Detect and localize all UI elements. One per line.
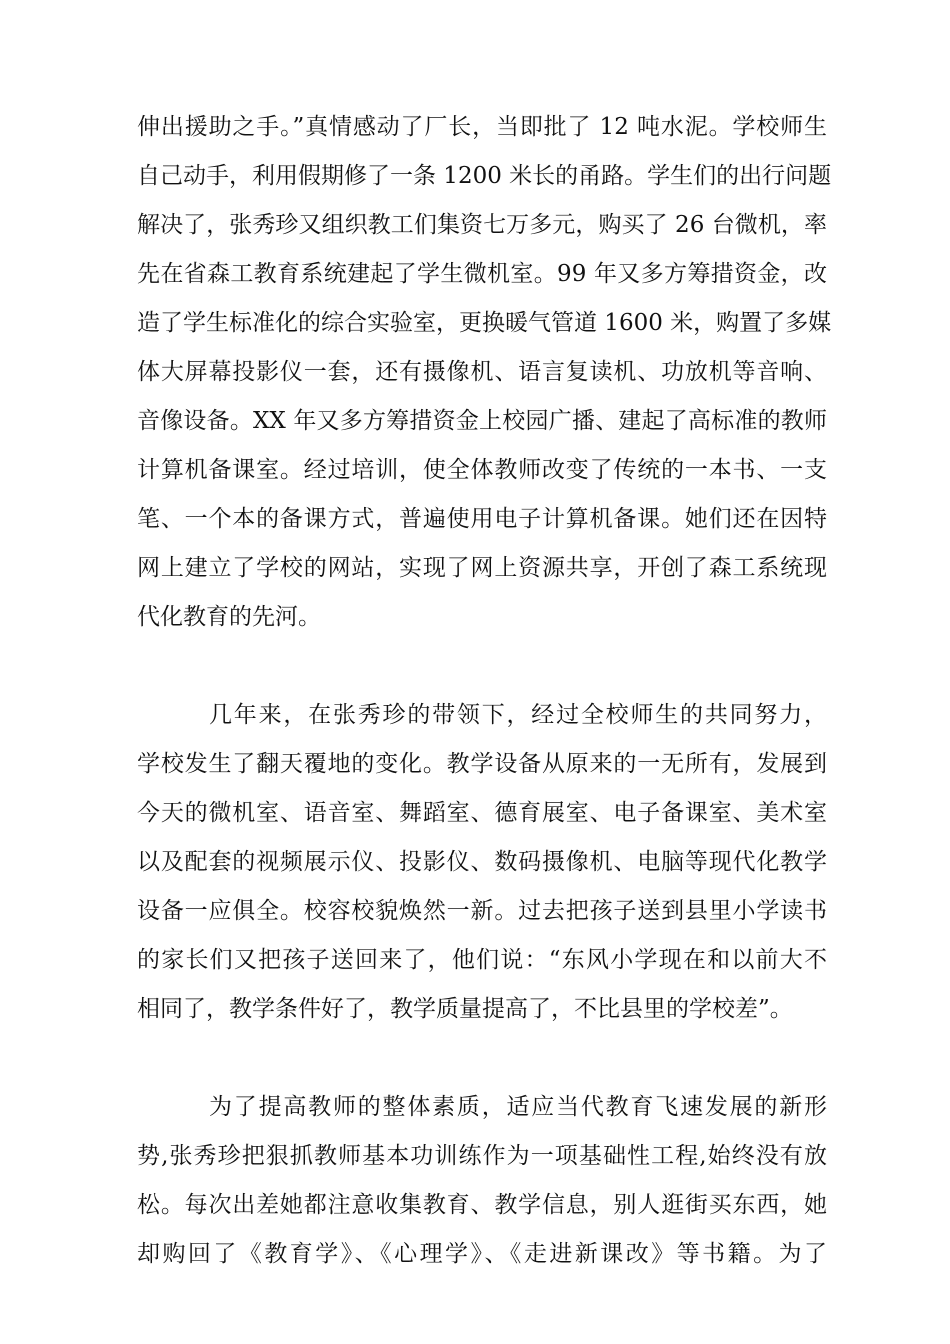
paragraph-line: 解决了，张秀珍又组织教工们集资七万多元，购买了 26 台微机，率	[137, 212, 827, 238]
paragraph-2	[137, 691, 827, 1034]
paragraph-line: 自己动手，利用假期修了一条 1200 米长的甬路。学生们的出行问题	[137, 163, 832, 189]
paragraph-line: 体大屏幕投影仪一套，还有摄像机、语言复读机、功放机等音响、	[137, 359, 827, 385]
paragraph-spacer	[137, 1034, 827, 1083]
paragraph-line: 的家长们又把孩子送回来了，他们说：“东风小学现在和以前大不	[137, 947, 827, 973]
paragraph-line: 势,张秀珍把狠抓教师基本功训练作为一项基础性工程,始终没有放	[137, 1143, 827, 1169]
paragraph-line: 音像设备。XX 年又多方筹措资金上校园广播、建起了高标准的教师	[137, 408, 827, 434]
paragraph-spacer	[137, 642, 827, 691]
paragraph-line: 先在省森工教育系统建起了学生微机室。99 年又多方筹措资金，改	[137, 261, 827, 287]
paragraph-line: 为了提高教师的整体素质，适应当代教育飞速发展的新形	[209, 1094, 827, 1120]
paragraph-line: 造了学生标准化的综合实验室，更换暖气管道 1600 米，购置了多媒	[137, 310, 832, 336]
paragraph-line: 松。每次出差她都注意收集教育、教学信息，别人逛街买东西，她	[137, 1192, 827, 1218]
paragraph-line: 代化教育的先河。	[137, 604, 321, 630]
paragraph-line: 伸出援助之手。”真情感动了厂长，当即批了 12 吨水泥。学校师生	[137, 114, 827, 140]
paragraph-3	[137, 1083, 827, 1279]
paragraph-line: 计算机备课室。经过培训，使全体教师改变了传统的一本书、一支	[137, 457, 827, 483]
paragraph-line: 以及配套的视频展示仪、投影仪、数码摄像机、电脑等现代化教学	[137, 849, 827, 875]
paragraph-line: 学校发生了翻天覆地的变化。教学设备从原来的一无所有，发展到	[137, 751, 827, 777]
paragraph-line: 设备一应俱全。校容校貌焕然一新。过去把孩子送到县里小学读书	[137, 898, 827, 924]
paragraph-line: 相同了，教学条件好了，教学质量提高了，不比县里的学校差”。	[137, 996, 793, 1022]
paragraph-1	[137, 103, 832, 642]
document-body	[137, 103, 832, 1279]
paragraph-line: 笔、一个本的备课方式，普遍使用电子计算机备课。她们还在因特	[137, 506, 827, 532]
paragraph-line: 几年来，在张秀珍的带领下，经过全校师生的共同努力，	[209, 702, 827, 728]
paragraph-line: 今天的微机室、语音室、舞蹈室、德育展室、电子备课室、美术室	[137, 800, 827, 826]
paragraph-line: 却购回了《教育学》、《心理学》、《走进新课改》等书籍。为了	[137, 1241, 827, 1267]
paragraph-line: 网上建立了学校的网站，实现了网上资源共享，开创了森工系统现	[137, 555, 827, 581]
